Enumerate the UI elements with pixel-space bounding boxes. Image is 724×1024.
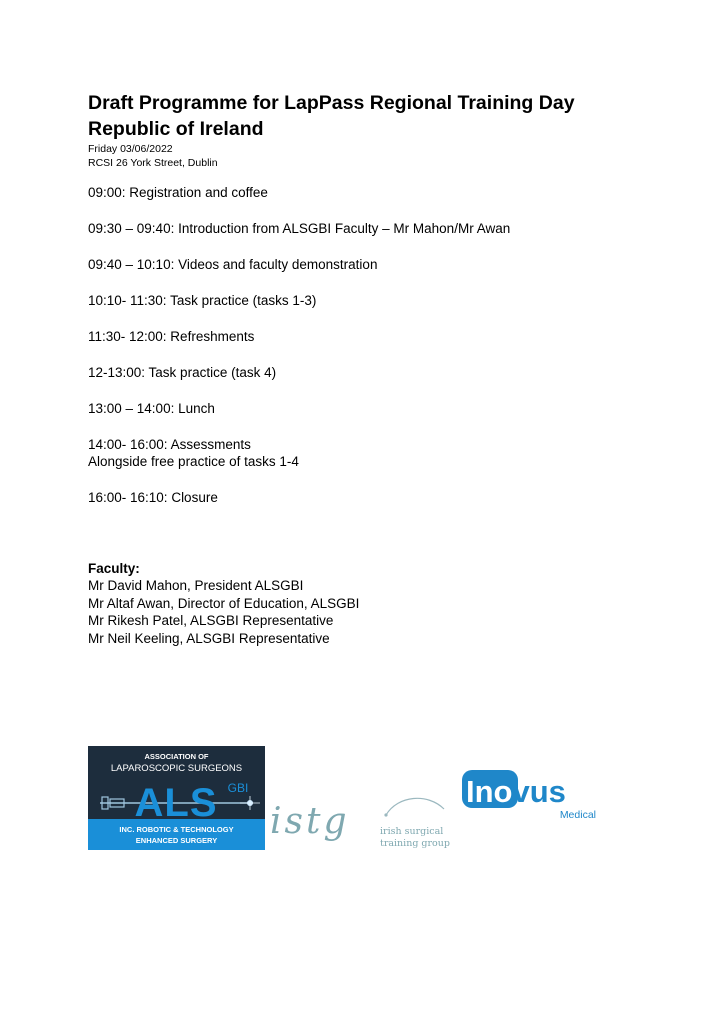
schedule-item: 11:30- 12:00: Refreshments: [88, 329, 255, 344]
faculty-list: [88, 577, 688, 647]
schedule-item: 09:00: Registration and coffee: [88, 185, 268, 200]
istg-logo-arc: [386, 798, 444, 815]
title-block: [88, 90, 688, 170]
event-date: Friday 03/06/2022: [88, 143, 173, 155]
schedule-item: 12-13:00: Task practice (task 4): [88, 365, 277, 380]
faculty-member: Mr Neil Keeling, ALSGBI Representative: [88, 630, 330, 646]
alsgbi-logo: [88, 746, 265, 850]
inovus-medical-logo: [460, 768, 605, 822]
alsgbi-logo-mark: ALS: [134, 781, 218, 825]
alsgbi-logo-line3: INC. ROBOTIC & TECHNOLOGY: [119, 825, 234, 834]
faculty-member: Mr Rikesh Patel, ALSGBI Representative: [88, 613, 334, 628]
schedule-item: 14:00- 16:00: Assessments Alongside free practice of tasks 1-4: [88, 436, 688, 470]
document-title: [88, 90, 688, 142]
alsgbi-logo-line4: ENHANCED SURGERY: [135, 836, 218, 845]
schedule-item: 13:00 – 14:00: Lunch: [88, 401, 215, 416]
event-venue: RCSI 26 York Street, Dublin: [88, 157, 218, 169]
inovus-logo-mark: Inovus: [466, 774, 566, 809]
schedule-item: 09:40 – 10:10: Videos and faculty demonstration: [88, 257, 378, 272]
schedule-item: 10:10- 11:30: Task practice (tasks 1-3): [88, 293, 317, 308]
faculty-section: [88, 560, 688, 647]
alsgbi-logo-line2: LAPAROSCOPIC SURGEONS: [110, 763, 243, 774]
schedule-item: 16:00- 16:10: Closure: [88, 490, 218, 505]
faculty-heading: Faculty:: [88, 561, 140, 576]
alsgbi-logo-line1: ASSOCIATION OF: [144, 752, 209, 761]
istg-logo: [268, 785, 453, 853]
schedule-list: [88, 184, 688, 525]
alsgbi-logo-suffix: GBI: [227, 781, 249, 795]
title-line-2: Republic of Ireland: [88, 118, 264, 140]
title-line-1: Draft Programme for LapPass Regional Training Day: [88, 92, 575, 114]
inovus-logo-sub: Medical: [559, 809, 596, 821]
schedule-item-note: Alongside free practice of tasks 1-4: [88, 454, 299, 469]
faculty-member: Mr David Mahon, President ALSGBI: [88, 578, 304, 593]
istg-logo-line2: training group: [380, 838, 450, 849]
istg-logo-mark: istg: [270, 801, 350, 842]
schedule-item: 09:30 – 09:40: Introduction from ALSGBI Faculty – Mr Mahon/Mr Awan: [88, 221, 511, 236]
istg-logo-line1: irish surgical: [380, 826, 444, 837]
faculty-member: Mr Altaf Awan, Director of Education, ALSGBI: [88, 595, 360, 611]
